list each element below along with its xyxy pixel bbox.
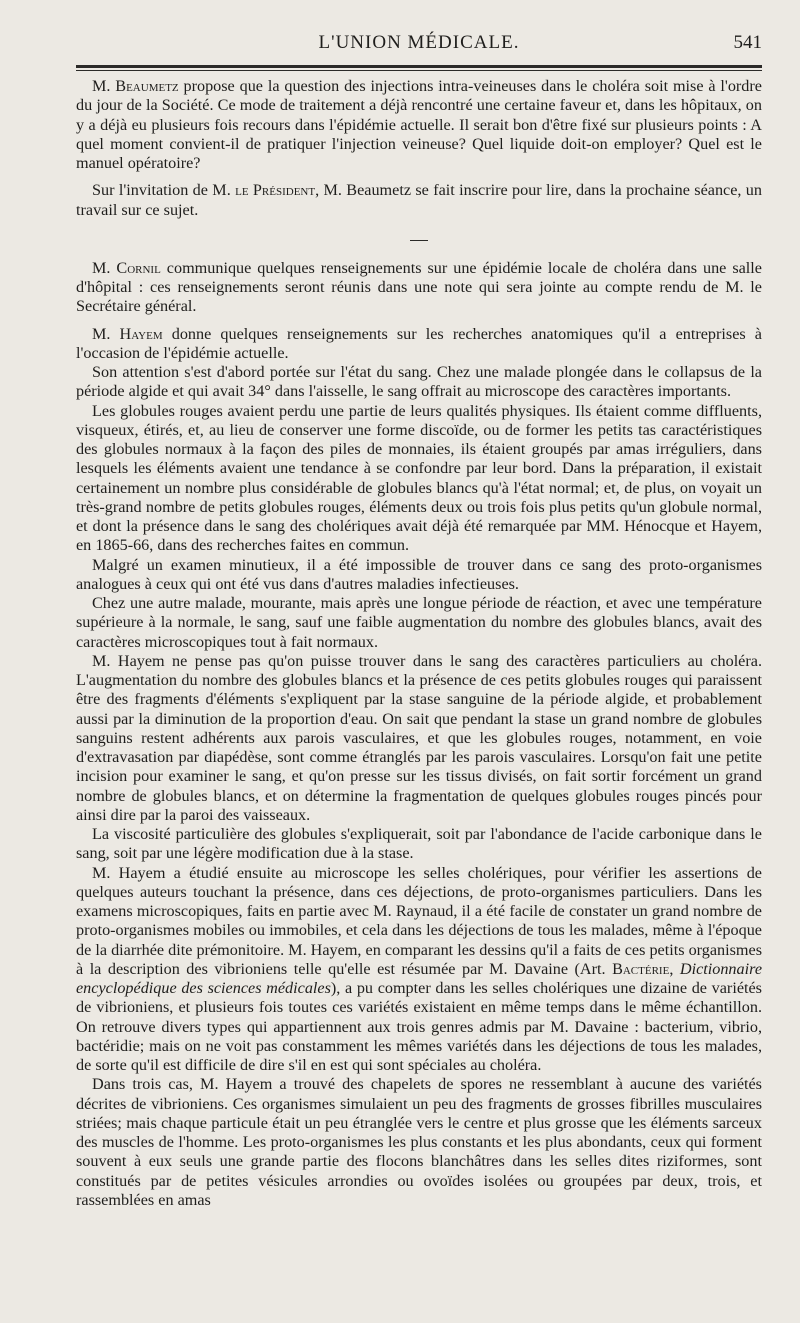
paragraph-spore-chains: Dans trois cas, M. Hayem a trouvé des chapelets de spores ne ressemblant à aucune des variétés décrites de vibrioniens. Ces organismes simulaient un peu des fragments de grosses fibrilles musculaires striées; mais chaque particule était un peu étranglée vers le centre et plus grosse que les éléments sarceux des muscles de l'homme. Les proto-organismes les plus constants et les plus abondants, ceux qui forment souvent à eux seuls une grande partie des flocons blanchâtres dans les selles dites riziformes, sont constitués par de petites vésicules arrondies ou ovoïdes isolées ou groupées par deux, trois, et rassemblées en amas: [76, 1075, 762, 1209]
page-number: 541: [733, 32, 762, 53]
paragraph-hayem-opinion: M. Hayem ne pense pas qu'on puisse trouver dans le sang des caractères particuliers au choléra. L'augmentation du nombre des globules blancs et la présence de ces petits globules rouges qui paraissent être des fragments d'éléments s'expliquent par la stase sanguine de la période algide, et probablement aussi par la diminution de la proportion d'eau. On sait que pendant la stase un grand nombre de globules sanguins restent adhérents aux parois vasculaires, et que les globules rouges, notamment, en voie d'extravasation par diapédèse, sont comme étranglés par les parois vasculaires. Lorsqu'on fait une petite incision pour examiner le sang, et qu'on presse sur les tissus divisés, on fait sortir forcément un grand nombre de globules blancs, et on détermine la fragmentation de quelques globules rouges pincés pour ainsi dire par la paroi des vaisseaux.: [76, 651, 762, 824]
paragraph-text: ,: [669, 959, 680, 978]
header-rule-thin: [76, 70, 762, 71]
speaker-name: M. Cornil: [92, 258, 161, 277]
paragraph-blood-state: Son attention s'est d'abord portée sur l'état du sang. Chez une malade plongée dans le collapsus de la période algide et qui avait 34° dans l'aisselle, le sang offrait au microscope des caractères importants.: [76, 363, 762, 401]
paragraph-stools-study: [76, 864, 762, 1076]
section-separator: [410, 240, 428, 241]
paragraph-text: M. Hayem a étudié ensuite au microscope les selles cholériques, pour vérifier les assertions de quelques auteurs touchant la présence, dans ces déjections, de proto-organismes particuliers. Dans les examens microscopiques, faits en partie avec M. Raynaud, il a été facile de constater un grand nombre de proto-organismes mobiles ou immobiles, et cela dans les déjections de tous les malades, même à l'époque de la diarrhée dite prémonitoire. M. Hayem, en comparant les dessins qu'il a faits de ces petits organismes à la description des vibrioniens telle qu'elle est résumée par M. Davaine (Art.: [76, 863, 762, 978]
paragraph-cornil: [76, 259, 762, 317]
paragraph-beaumetz-proposal: [76, 77, 762, 173]
paragraph-examination: Malgré un examen minutieux, il a été impossible de trouver dans ce sang des proto-organismes analogues à ceux qui ont été vus dans d'autres maladies infectieuses.: [76, 555, 762, 593]
paragraph-text: communique quelques renseignements sur une épidémie locale de choléra dans une salle d'hôpital : ces renseignements seront réunis dans une note qui sera jointe au compte rendu de M. le Secrétaire général.: [76, 258, 762, 316]
paragraph-red-globules: Les globules rouges avaient perdu une partie de leurs qualités physiques. Ils étaient comme diffluents, visqueux, étirés, et, au lieu de conserver une forme discoïde, ou de former les petits tas caractéristiques des globules normaux à la façon des piles de monnaies, ils étaient groupés par amas irréguliers, dans lesquels les éléments avaient une tendance à se confondre par leur bord. Dans la préparation, il existait certainement un nombre plus considérable de globules blancs qu'à l'état normal; et, de plus, on voyait un très-grand nombre de petits globules rouges, éléments deux ou trois fois plus petits qu'un globule normal, et dont la présence dans le sang des cholériques avait déjà été remarquée par MM. Hénocque et Hayem, en 1865-66, dans des recherches faites en commun.: [76, 401, 762, 555]
header-rule-thick: [76, 65, 762, 68]
paragraph-viscosity: La viscosité particulière des globules s'expliquerait, soit par l'abondance de l'acide carbonique dans le sang, soit par une légère modification due à la stase.: [76, 825, 762, 863]
paragraph-hayem-intro: [76, 325, 762, 364]
paragraph-second-patient: Chez une autre malade, mourante, mais après une longue période de réaction, et avec une température supérieure à la normale, le sang, sauf une faible augmentation du nombre des globules blancs, avait des caractères microscopiques tout à fait normaux.: [76, 594, 762, 651]
article-title: Bactérie: [612, 959, 670, 978]
running-header: [76, 32, 762, 62]
paragraph-text: donne quelques renseignements sur les recherches anatomiques qu'il a entreprises à l'occasion de l'épidémie actuelle.: [76, 324, 762, 362]
body-text: [76, 77, 762, 1210]
paragraph-text: ), a pu compter dans les selles cholériques une dizaine de variétés de vibrioniens, et plusieurs fois toutes ces variétés existaient en même temps dans le même échantillon. On retrouve divers types qui appartiennent aux trois genres admis par M. Davaine : bacterium, vibrio, bactéridie; mais on ne voit pas constamment les mêmes variétés dans les déjections de tous les malades, de sorte qu'il est difficile de dire s'il en est qui sont spéciales au choléra.: [76, 979, 762, 1074]
paragraph-text: Sur l'invitation de M.: [92, 181, 236, 200]
paragraph-invitation: [76, 181, 762, 220]
journal-title: L'UNION MÉDICALE.: [318, 32, 520, 53]
title-president: le Président: [235, 181, 316, 200]
speaker-name: M. Hayem: [92, 324, 163, 343]
dictionary-title: Dictionnaire encyclopédique des sciences médicales: [76, 959, 762, 997]
paragraph-text: , M. Beaumetz se fait inscrire pour lire, dans la prochaine séance, un travail sur ce sujet.: [76, 181, 762, 219]
paragraph-text: propose que la question des injections intra-veineuses dans le choléra soit mise à l'ordre du jour de la Société. Ce mode de traitement a déjà rencontré une certaine faveur et, dans les hôpitaux, on y a déjà eu plusieurs fois recours dans l'épidémie actuelle. Il serait bon d'être fixé sur plusieurs points : A quel moment convient-il de pratiquer l'injection veineuse? Quel liquide doit-on employer? Quel est le manuel opératoire?: [76, 77, 762, 172]
speaker-name: M. Beaumetz: [92, 77, 179, 95]
